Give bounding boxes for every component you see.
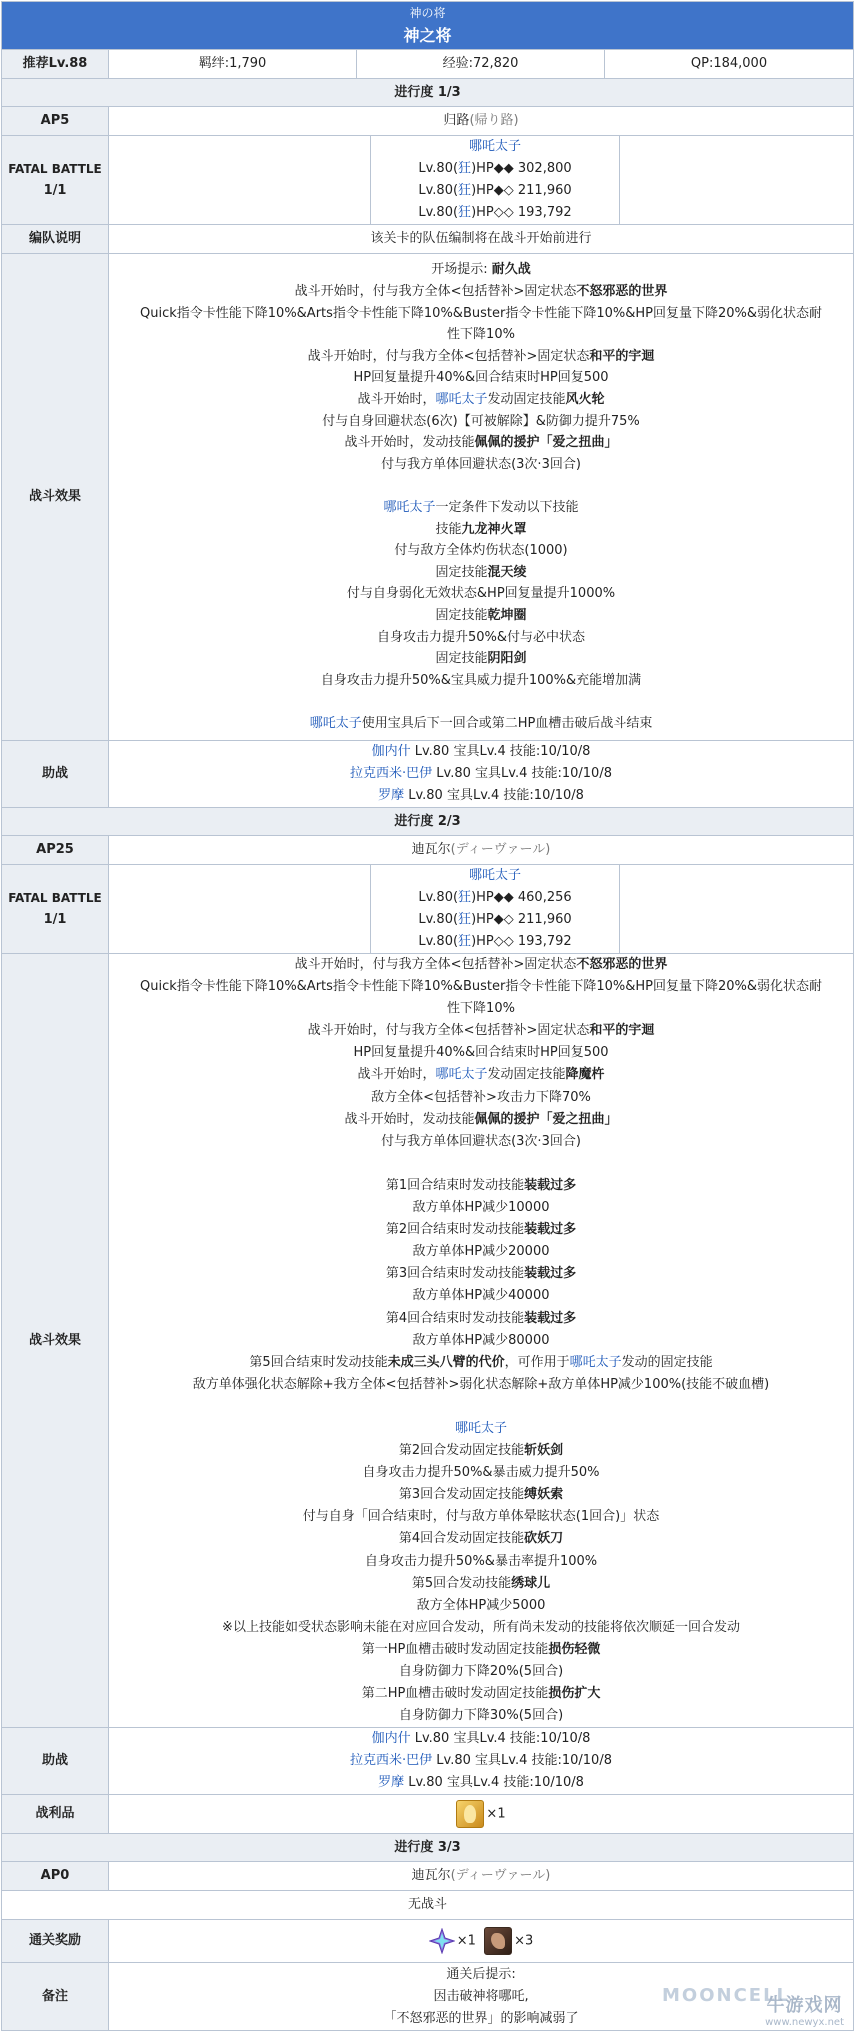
quest-title: 神之将	[403, 25, 452, 45]
class-berserker[interactable]: 狂	[458, 934, 472, 949]
effect-line: Quick指令卡性能下降10%&Arts指令卡性能下降10%&Buster指令卡性能下降10%&HP回复量下降20%&弱化状态耐	[140, 305, 822, 321]
support-entry: 伽内什 Lv.80 宝具Lv.4 技能:10/10/8	[371, 1731, 591, 1747]
effect-line: 敌方单体HP减少10000	[412, 1200, 550, 1216]
effect-line: 自身攻击力提升50%&暴击威力提升50%	[362, 1465, 600, 1481]
site-watermark	[765, 1991, 844, 2028]
enemy-blank-left	[109, 865, 371, 953]
stage1-effects-row	[2, 254, 854, 741]
stage3-quest-kana: (ディーヴァール)	[450, 1868, 551, 1884]
effect-line: 技能九龙神火罩	[435, 521, 527, 537]
info-row	[2, 50, 854, 79]
effect-line: 战斗开始时，发动技能佩佩的援护「爱之扭曲」	[344, 435, 618, 451]
stage2-drops	[109, 1795, 854, 1834]
support-entry: 罗摩 Lv.80 宝具Lv.4 技能:10/10/8	[378, 788, 584, 803]
stage2-fatal-label	[2, 865, 109, 954]
stage1-fatal-row	[2, 136, 854, 225]
saint-quartz-icon[interactable]	[429, 1928, 455, 1954]
effect-line: 战斗开始时，付与我方全体<包括替补>固定状态不怒邪恶的世界	[294, 957, 668, 972]
servant-link[interactable]: 罗摩	[378, 1775, 405, 1791]
effect-line: 第2回合发动固定技能斩妖剑	[398, 1443, 564, 1459]
stage3-nobattle-row	[2, 1891, 854, 1920]
stage2-effects-row	[2, 954, 854, 1728]
quest-header	[2, 2, 854, 50]
stage3-ap-row	[2, 1862, 854, 1891]
effect-line: HP回复量提升40%&回合结束时HP回复500	[353, 370, 609, 386]
header-row	[2, 2, 854, 50]
fatal-count: 1/1	[43, 912, 67, 927]
nezha-link[interactable]: 哪吒太子	[455, 1420, 508, 1436]
fatal-battle-label: FATAL BATTLE	[8, 891, 102, 905]
enemy-hp-1: Lv.80(狂)HP◆◆ 302,800	[418, 161, 572, 176]
effect-line: 哪吒太子使用宝具后下一回合或第二HP血槽击破后战斗结束	[309, 715, 653, 731]
class-berserker[interactable]: 狂	[458, 912, 472, 927]
reward1-count: ×1	[456, 1933, 476, 1949]
nezha-link[interactable]: 哪吒太子	[309, 715, 362, 731]
stage2-enemy	[371, 865, 620, 953]
effect-line: 第2回合结束时发动技能装载过多	[385, 1222, 577, 1238]
stage2-progress: 进行度 2/3	[2, 808, 854, 836]
effect-line: 敌方单体HP减少80000	[412, 1332, 550, 1348]
servant-link[interactable]: 罗摩	[378, 788, 405, 803]
effect-line: Quick指令卡性能下降10%&Arts指令卡性能下降10%&Buster指令卡性能下降10%&HP回复量下降20%&弱化状态耐	[140, 979, 822, 995]
stage3-progress: 进行度 3/3	[2, 1834, 854, 1862]
quest-table	[1, 1, 854, 2031]
servant-link[interactable]: 伽内什	[371, 1731, 411, 1747]
stage2-support	[109, 1728, 854, 1795]
stage1-quest-kana: (帰り路)	[469, 113, 519, 128]
support-entry: 拉克西米·巴伊 Lv.80 宝具Lv.4 技能:10/10/8	[350, 766, 612, 781]
stage1-progress-row	[2, 79, 854, 107]
servant-link[interactable]: 拉克西米·巴伊	[350, 766, 433, 781]
effect-line: 战斗开始时，付与我方全体<包括替补>固定状态和平的宇迴	[307, 348, 655, 364]
stage2-quest-kana: (ディーヴァール)	[450, 842, 551, 857]
effect-line: 哪吒太子一定条件下发动以下技能	[383, 500, 579, 515]
stage1-support	[109, 741, 854, 808]
stage2-quest: 迪瓦尔	[411, 842, 451, 857]
stage1-ap-row	[2, 107, 854, 136]
stage1-effects	[109, 254, 854, 741]
site-watermark-name: 牛游戏网	[766, 1995, 843, 2016]
effect-line: 第3回合发动固定技能缚妖索	[398, 1487, 564, 1503]
stage1-support-row	[2, 741, 854, 808]
effect-line: 性下降10%	[447, 327, 515, 343]
effect-line: 战斗开始时，发动技能佩佩的援护「爱之扭曲」	[344, 1111, 618, 1127]
effect-line: 自身攻击力提升50%&暴击率提升100%	[364, 1553, 598, 1569]
enemy-blank-right	[620, 865, 854, 953]
class-berserker[interactable]: 狂	[458, 890, 472, 905]
servant-link[interactable]: 拉克西米·巴伊	[350, 1753, 433, 1769]
no-battle: 无战斗	[2, 1891, 854, 1920]
qp-value: QP:184,000	[605, 50, 854, 79]
class-berserker[interactable]: 狂	[458, 161, 472, 176]
reward2-count: ×3	[514, 1933, 534, 1949]
drops-label: 战利品	[2, 1795, 109, 1834]
effect-line: 第4回合发动固定技能砍妖刀	[398, 1531, 564, 1547]
effect-line: 付与敌方全体灼伤状态(1000)	[394, 543, 568, 559]
stage2-ap-row	[2, 836, 854, 865]
support-label: 助战	[2, 1728, 109, 1795]
effect-line: 付与自身「回合结束时，付与敌方单体晕眩状态(1回合)」状态	[302, 1509, 660, 1525]
effect-line: 第1回合结束时发动技能装载过多	[385, 1177, 577, 1193]
fatal-battle-label: FATAL BATTLE	[8, 162, 102, 176]
spacer	[109, 475, 853, 497]
fatal-count: 1/1	[43, 183, 67, 198]
enemy-hp-2: Lv.80(狂)HP◆◇ 211,960	[418, 912, 572, 927]
stage3-quest: 迪瓦尔	[411, 1868, 451, 1884]
stage1-quest: 归路	[443, 113, 470, 128]
effect-line: 固定技能阴阳剑	[435, 651, 527, 667]
notes-label: 备注	[2, 1963, 109, 2031]
stage3-ap: AP0	[2, 1862, 109, 1891]
stage1-progress: 进行度 1/3	[2, 79, 854, 107]
spacer	[109, 1396, 853, 1418]
stage2-enemy-cell	[109, 865, 854, 954]
stage2-ap: AP25	[2, 836, 109, 865]
nezha-link[interactable]: 哪吒太子	[435, 392, 488, 408]
gold-material-icon[interactable]	[456, 1800, 484, 1828]
effect-line: 敌方全体HP减少5000	[416, 1597, 546, 1613]
rec-level: 推荐Lv.88	[2, 50, 109, 79]
stage1-fatal-label	[2, 136, 109, 225]
nezha-link[interactable]: 哪吒太子	[383, 500, 436, 515]
formation-note: 该关卡的队伍编制将在战斗开始前进行	[109, 225, 854, 254]
stage2-progress-row	[2, 808, 854, 836]
stage2-quest-name	[109, 836, 854, 865]
support-entry: 伽内什 Lv.80 宝具Lv.4 技能:10/10/8	[371, 744, 591, 759]
effect-note: ※以上技能如受状态影响未能在对应回合发动，所有尚未发动的技能将依次顺延一回合发动	[222, 1619, 740, 1635]
spacer	[109, 1153, 853, 1175]
stage3-quest-name	[109, 1862, 854, 1891]
nezha-link[interactable]: 哪吒太子	[435, 1067, 488, 1083]
enemy-name[interactable]: 哪吒太子	[468, 139, 521, 154]
effect-line: 自身攻击力提升50%&宝具威力提升100%&充能增加满	[320, 672, 642, 688]
effect-line: 敌方单体HP减少40000	[412, 1288, 550, 1304]
support-entry: 拉克西米·巴伊 Lv.80 宝具Lv.4 技能:10/10/8	[350, 1753, 612, 1769]
dragon-fang-icon[interactable]	[484, 1927, 512, 1955]
support-label: 助战	[2, 741, 109, 808]
bond-value: 羁绊:1,790	[109, 50, 357, 79]
effect-line: 第5回合结束时发动技能未成三头八臂的代价，可作用于哪吒太子发动的固定技能	[249, 1354, 713, 1370]
effect-line: 固定技能混天绫	[435, 564, 527, 580]
stage1-enemy	[371, 136, 620, 224]
effect-line: 战斗开始时，哪吒太子发动固定技能风火轮	[357, 392, 605, 408]
site-watermark-url: www.newyx.net	[765, 2017, 844, 2028]
effect-line: 付与我方单体回避状态(3次·3回合)	[381, 456, 581, 472]
class-berserker[interactable]: 狂	[458, 205, 472, 220]
stage2-fatal-row	[2, 865, 854, 954]
effect-line: 敌方全体<包括替补>攻击力下降70%	[371, 1089, 591, 1105]
effect-line: 固定技能乾坤圈	[435, 607, 527, 623]
nezha-link[interactable]: 哪吒太子	[569, 1354, 622, 1370]
enemy-blank-left	[109, 136, 371, 224]
effect-line: 付与自身回避状态(6次)【可被解除】&防御力提升75%	[322, 413, 640, 429]
effect-line: 自身防御力下降20%(5回合)	[398, 1664, 564, 1679]
stage1-enemy-cell	[109, 136, 854, 225]
clear-reward-label: 通关奖励	[2, 1920, 109, 1963]
effect-line: 敌方单体强化状态解除+我方全体<包括替补>弱化状态解除+敌方单体HP减少100%(技能不破血槽)	[192, 1376, 770, 1392]
stage2-drops-row	[2, 1795, 854, 1834]
effect-line: HP回复量提升40%&回合结束时HP回复500	[353, 1045, 609, 1061]
effect-line: 性下降10%	[447, 1001, 515, 1017]
effect-line: 第5回合发动技能绣球儿	[411, 1575, 551, 1591]
notes-line: 通关后提示:	[446, 1966, 516, 1982]
effect-line: 战斗开始时，付与我方全体<包括替补>固定状态不怒邪恶的世界	[294, 284, 668, 300]
effect-line: 开场提示: 耐久战	[431, 262, 531, 278]
enemy-hp-2: Lv.80(狂)HP◆◇ 211,960	[418, 183, 572, 198]
effect-line: 第4回合结束时发动技能装载过多	[385, 1310, 577, 1326]
effect-line: 第二HP血槽击破时发动固定技能损伤扩大	[361, 1686, 601, 1702]
stage3-reward-row	[2, 1920, 854, 1963]
enemy-hp-3: Lv.80(狂)HP◇◇ 193,792	[418, 934, 572, 949]
effect-line: 付与我方单体回避状态(3次·3回合)	[381, 1133, 581, 1149]
stage1-ap: AP5	[2, 107, 109, 136]
stage1-quest-name	[109, 107, 854, 136]
notes-line: 因击破神将哪吒,	[433, 1988, 529, 2004]
effect-line: 自身攻击力提升50%&付与必中状态	[376, 629, 586, 645]
formation-label: 编队说明	[2, 225, 109, 254]
stage2-effect-label: 战斗效果	[2, 954, 109, 1728]
effect-line: 战斗开始时，哪吒太子发动固定技能降魔杵	[357, 1067, 605, 1083]
enemy-blank-right	[620, 136, 854, 224]
effect-line: 第一HP血槽击破时发动固定技能损伤轻微	[361, 1641, 601, 1657]
stage3-progress-row	[2, 1834, 854, 1862]
mooncell-watermark: MOONCELL	[662, 1985, 791, 2006]
support-entry: 罗摩 Lv.80 宝具Lv.4 技能:10/10/8	[378, 1775, 584, 1791]
stage2-support-row	[2, 1728, 854, 1795]
stage1-formation-row	[2, 225, 854, 254]
servant-link[interactable]: 伽内什	[371, 744, 411, 759]
stage2-effects	[109, 954, 854, 1728]
quest-subtitle: 神の将	[409, 5, 446, 20]
effect-line: 付与自身弱化无效状态&HP回复量提升1000%	[346, 586, 616, 602]
effect-line: 第3回合结束时发动技能装载过多	[385, 1266, 577, 1282]
effect-line: 战斗开始时，付与我方全体<包括替补>固定状态和平的宇迴	[307, 1023, 655, 1039]
enemy-hp-3: Lv.80(狂)HP◇◇ 193,792	[418, 205, 572, 220]
effect-line: 自身防御力下降30%(5回合)	[398, 1708, 564, 1724]
drop-count: ×1	[486, 1806, 506, 1822]
spacer	[109, 691, 853, 713]
stage1-effect-label: 战斗效果	[2, 254, 109, 741]
effect-line: 敌方单体HP减少20000	[412, 1244, 550, 1260]
enemy-name[interactable]: 哪吒太子	[468, 868, 521, 883]
notes-line: 「不怒邪恶的世界」的影响减弱了	[383, 2010, 579, 2026]
clear-rewards	[109, 1920, 854, 1963]
class-berserker[interactable]: 狂	[458, 183, 472, 198]
enemy-hp-1: Lv.80(狂)HP◆◆ 460,256	[418, 890, 572, 905]
exp-value: 经验:72,820	[357, 50, 605, 79]
